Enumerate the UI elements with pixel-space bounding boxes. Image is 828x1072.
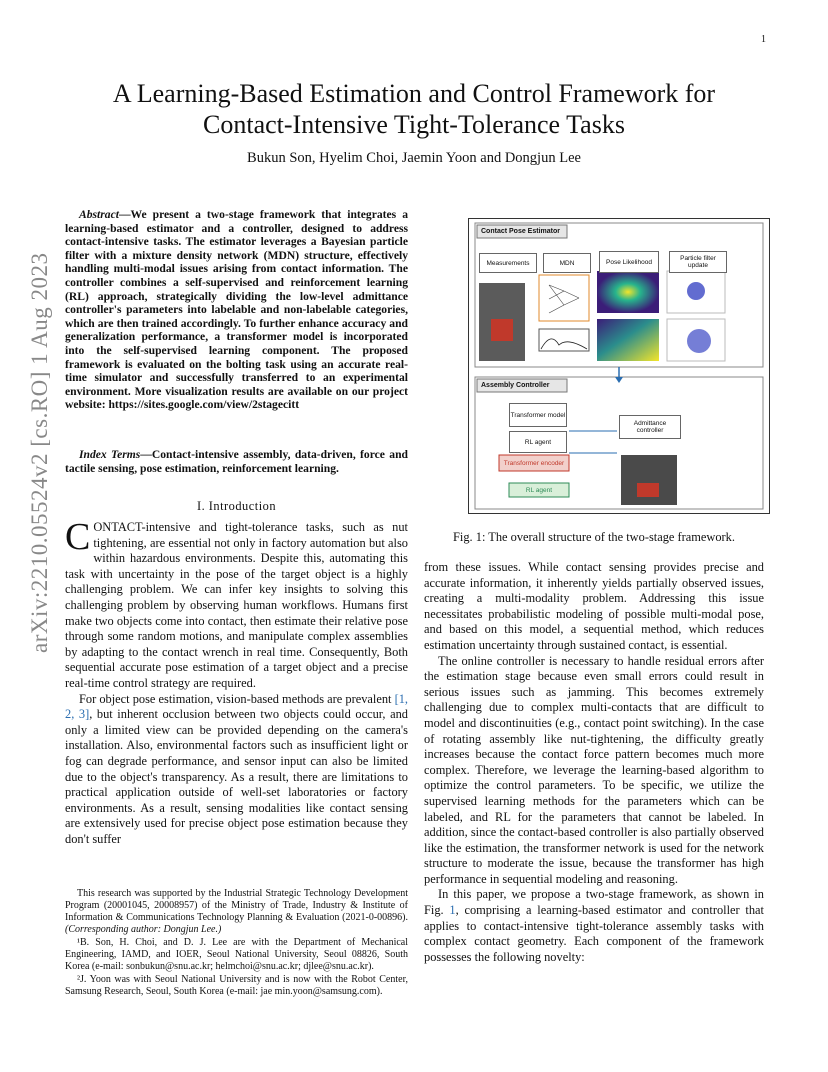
mixture-plot [539, 329, 589, 351]
network-edges [549, 285, 579, 313]
dropcap: C [65, 516, 91, 558]
intro-paragraph-2a: For object pose estimation, vision-based methods are prevalent [79, 691, 395, 706]
measurements-box: Measurements [479, 253, 537, 273]
controller-label: Assembly Controller [481, 382, 550, 389]
paper-title [60, 78, 768, 140]
right-paragraph-2: The online controller is necessary to handle residual errors after the estimation stage because even small errors could result in serious issues such as jamming. This becomes extremely challenging due to complex multi-contacts that are difficult to model and discontinuities (e.g., contact point switching). In the case of rotating assembly like nut-tightening, the difficulty greatly increases because the contact force pattern becomes much more complex. Therefore, we leverage the learning-based algorithm to optimize the control parameters. To be specific, we utilize the supervised learning methods for the parameters which can be labeled, and RL for the parameters that cannot be labeled. In addition, since the contact-based controller is also partially observed like the estimation, the transformer network is used for the network structure to moderate the issue, because the transformer has high performance in sequential modeling and reasoning. [424, 653, 764, 886]
index-label: Index Terms [79, 448, 141, 461]
robot-photo-2 [621, 455, 677, 505]
likelihood-heatmap-1 [597, 271, 659, 313]
likelihood-heatmap-2 [597, 319, 659, 361]
right-paragraph-1: from these issues. While contact sensing provides precise and accurate information, it inherently yields partially observed issues, creating a multi-modality problem. Addressing this issue necessitates probabilistic modeling of possible multi-modal pose, and based on this model, a sequential method, which reduces estimation uncertainty through sustained contact, is essential. [424, 560, 764, 652]
index-text: —Contact-intensive assembly, data-driven, force and tactile sensing, pose estimation, reinforcement learning. [65, 448, 408, 475]
index-terms [65, 448, 408, 475]
particles-2 [687, 329, 711, 353]
footnote-affiliation-2: ²J. Yoon was with Seoul National University and is now with the Robot Center, Samsung Research, Seoul, South Korea (e-mail: jae min.yoon@samsung.com). [65, 974, 408, 997]
right-paragraph-3a: In this paper, we propose a two-stage framework, as shown in Fig. [424, 887, 764, 918]
citation-link[interactable]: [1, 2, 3] [65, 691, 408, 722]
figure-ref-link[interactable]: 1 [449, 903, 456, 918]
intro-paragraph-1: ONTACT-intensive and tight-tolerance tasks, such as nut tightening, are essential not only in factory automation but also within hazardous environments. Despite this, automating this task with uncertainty in the pose of the target object is a highly challenging problem. We can infer key insights to solving this challenging problem by observing human workflows. Humans first make two objects come into contact, then estimate their relative pose through some random motions, and manipulate complex assemblies by adapting to the contact wrench in real time. Consequently, Both sequential accurate pose estimation of a target object and a precise real-time control strategy are required. [65, 520, 408, 690]
robot-nut-2 [637, 483, 659, 497]
authors: Bukun Son, Hyelim Choi, Jaemin Yoon and Dongjun Lee [247, 150, 581, 166]
rl-agent-small-label: RL agent [525, 486, 553, 494]
footnote-corresponding: (Corresponding author: Dongjun Lee.) [65, 924, 222, 935]
right-paragraph-3b: , comprising a learning-based estimator and controller that applies to contact-intensive tight-tolerance assembly tasks with complex contact geometry. Each component of the framework possesses the following novelty: [424, 903, 764, 964]
robot-nut-1 [491, 319, 513, 341]
particle-filter-box: Particle filter update [669, 251, 727, 273]
title-line-2: Contact-Intensive Tight-Tolerance Tasks [203, 110, 625, 139]
figure-1 [468, 218, 770, 514]
transformer-enc-label: Transformer encoder [503, 459, 565, 467]
title-line-1: A Learning-Based Estimation and Control Framework for [112, 79, 716, 108]
intro-text [65, 516, 408, 847]
footnote-funding: This research was supported by the Industrial Strategic Technology Development Program (20001045, 20008957) of the Ministry of Trade, Industry & Institute of Information & Communications Technology Planning & Evaluation (2021-0-00896). [65, 888, 408, 923]
mixture-curve [541, 339, 587, 349]
pose-likelihood-box: Pose Likelihood [599, 251, 659, 273]
abstract-text: —We present a two-stage framework that integrates a learning-based estimator and a controller, designed to address contact-intensive tasks. The estimator leverages a Bayesian particle filter with a mixture density network (MDN) structure, effectively handling multi-modal issues arising from contact information. The controller combines a self-supervised and reinforcement learning (RL) approach, strategically dividing the low-level admittance controller's parameters into labelable and non-labelable categories, which are then trained accordingly. To further enhance accuracy and generalization performance, a transformer model is incorporated into the self-supervised learning component. The proposed framework is evaluated on the bolting task using an accurate real-time simulator and successfully transferred to an experimental environment. More visualization results are available on our project website: https://sites.google.com/view/2stagecitt [65, 208, 408, 412]
rl-agent-box: RL agent [509, 431, 567, 453]
figure-caption: Fig. 1: The overall structure of the two-stage framework. [453, 530, 735, 544]
mdn-network [539, 275, 589, 321]
stage-arrow-head [615, 377, 623, 383]
transformer-box: Transformer model [509, 403, 567, 427]
admittance-box: Admittance controller [619, 415, 681, 439]
page-number: 1 [761, 34, 766, 45]
section-heading: I. Introduction [196, 499, 277, 513]
abstract-label: Abstract [79, 208, 119, 221]
intro-paragraph-2b: , but inherent occlusion between two objects could occur, and only a limited view can be provided depending on the camera's installation. Also, environmental factors such as insufficient light or fog can degrade performance, and sensor input can also be limited due to the object's transparency. As a result, there are limitations to practical application outside of well-set laboratories or factory environments. As a result, sensing modalities like contact sensing are extensively used for precise object pose estimation because they don't suffer [65, 707, 408, 846]
estimator-label: Contact Pose Estimator [481, 228, 560, 235]
abstract [65, 208, 408, 412]
mdn-box: MDN [543, 253, 591, 273]
footnote-affiliation-1: ¹B. Son, H. Choi, and D. J. Lee are with the Department of Mechanical Engineering, IAMD, and IOER, Seoul National University, Seoul 08826, South Korea (e-mail: sonbukun@snu.ac.kr; helmchoi@snu.ac.kr; djlee@snu.ac.kr). [65, 937, 408, 972]
right-column-text [424, 560, 764, 965]
arxiv-stamp: arXiv:2210.05524v2 [cs.RO] 1 Aug 2023 [27, 252, 52, 653]
footnotes [65, 888, 408, 999]
particles-1 [687, 282, 705, 300]
